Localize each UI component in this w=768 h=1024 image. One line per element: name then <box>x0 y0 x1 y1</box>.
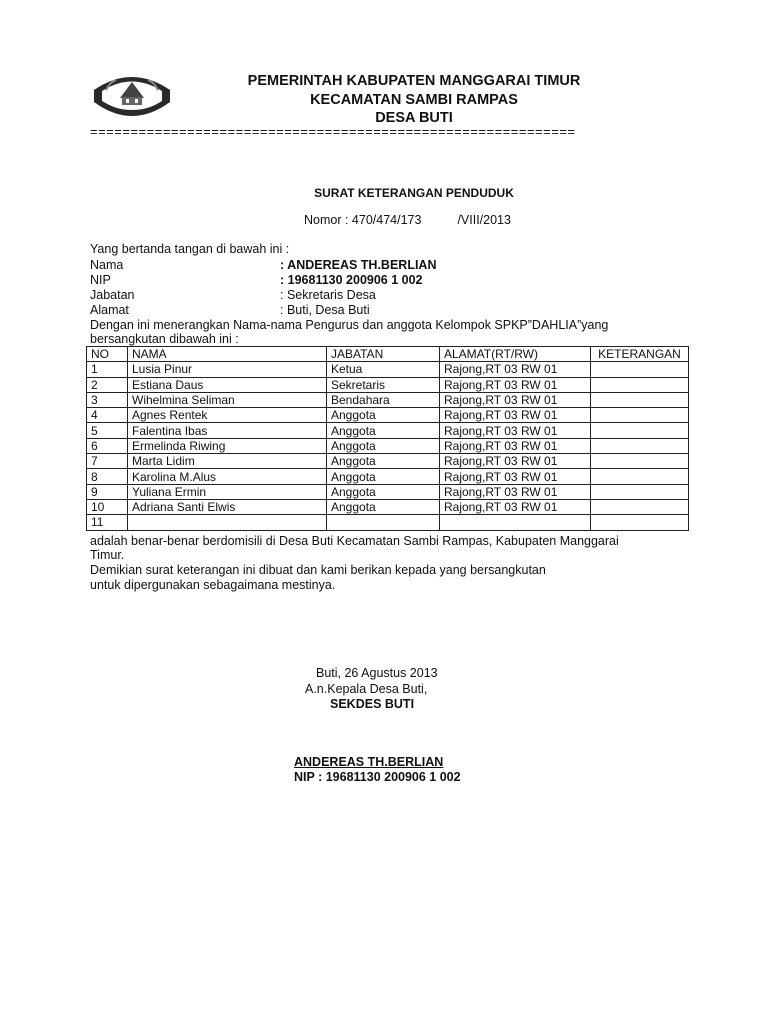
cell-nama: Agnes Rentek <box>128 408 327 423</box>
cell-keterangan <box>591 499 689 514</box>
cell-no: 11 <box>87 515 128 530</box>
table-row <box>87 454 689 469</box>
table-row <box>87 484 689 499</box>
closing-line-1: adalah benar-benar berdomisili di Desa Buti Kecamatan Sambi Rampas, Kabupaten Manggarai <box>90 534 619 548</box>
cell-jabatan: Anggota <box>327 484 440 499</box>
closing-line-4: untuk dipergunakan sebagaimana mestinya. <box>90 578 336 592</box>
cell-alamat <box>440 515 591 530</box>
cell-jabatan: Anggota <box>327 438 440 453</box>
letter-number-suffix: /VIII/2013 <box>457 213 511 227</box>
cell-jabatan: Bendahara <box>327 392 440 407</box>
cell-jabatan: Anggota <box>327 469 440 484</box>
members-table <box>86 346 689 531</box>
cell-nama: Yuliana Ermin <box>128 484 327 499</box>
cell-no: 1 <box>87 362 128 377</box>
cell-nama: Karolina M.Alus <box>128 469 327 484</box>
cell-no: 6 <box>87 438 128 453</box>
field-value-nama: : ANDEREAS TH.BERLIAN <box>280 258 437 272</box>
cell-nama: Estiana Daus <box>128 377 327 392</box>
cell-alamat: Rajong,RT 03 RW 01 <box>440 454 591 469</box>
cell-alamat: Rajong,RT 03 RW 01 <box>440 392 591 407</box>
cell-no: 10 <box>87 499 128 514</box>
cell-nama: Falentina Ibas <box>128 423 327 438</box>
closing-line-3: Demikian surat keterangan ini dibuat dan kami berikan kepada yang bersangkutan <box>90 563 546 577</box>
cell-no: 8 <box>87 469 128 484</box>
cell-alamat: Rajong,RT 03 RW 01 <box>440 423 591 438</box>
cell-no: 7 <box>87 454 128 469</box>
signature-place-date: Buti, 26 Agustus 2013 <box>316 666 438 680</box>
letter-number-main: Nomor : 470/474/173 <box>304 213 422 227</box>
cell-alamat: Rajong,RT 03 RW 01 <box>440 469 591 484</box>
col-header-alamat: ALAMAT(RT/RW) <box>440 347 591 362</box>
statement-line-1: Dengan ini menerangkan Nama-nama Pengurus dan anggota Kelompok SPKP”DAHLIA”yang <box>90 318 609 332</box>
cell-nama: Ermelinda Riwing <box>128 438 327 453</box>
table-row <box>87 438 689 453</box>
closing-line-2: Timur. <box>90 548 125 562</box>
col-header-keterangan: KETERANGAN <box>591 347 689 362</box>
col-header-no: NO <box>87 347 128 362</box>
cell-nama: Marta Lidim <box>128 454 327 469</box>
cell-jabatan: Anggota <box>327 423 440 438</box>
table-row <box>87 423 689 438</box>
letter-number <box>304 213 511 227</box>
header-village: DESA BUTI <box>375 110 453 126</box>
signature-on-behalf: A.n.Kepala Desa Buti, <box>305 682 428 696</box>
cell-keterangan <box>591 469 689 484</box>
field-value-alamat: : Buti, Desa Buti <box>280 303 370 317</box>
cell-no: 2 <box>87 377 128 392</box>
field-value-nip: : 19681130 200906 1 002 <box>280 273 423 287</box>
cell-alamat: Rajong,RT 03 RW 01 <box>440 438 591 453</box>
cell-jabatan: Anggota <box>327 499 440 514</box>
table-row <box>87 515 689 530</box>
header-divider: ============================================================ <box>90 124 576 139</box>
cell-keterangan <box>591 484 689 499</box>
cell-jabatan: Anggota <box>327 408 440 423</box>
cell-keterangan <box>591 423 689 438</box>
cell-keterangan <box>591 392 689 407</box>
header-government: PEMERINTAH KABUPATEN MANGGARAI TIMUR <box>247 73 581 89</box>
cell-no: 4 <box>87 408 128 423</box>
cell-keterangan <box>591 515 689 530</box>
col-header-nama: NAMA <box>128 347 327 362</box>
col-header-jabatan: JABATAN <box>327 347 440 362</box>
cell-alamat: Rajong,RT 03 RW 01 <box>440 484 591 499</box>
table-row <box>87 392 689 407</box>
signatory-name: ANDEREAS TH.BERLIAN <box>294 755 444 769</box>
cell-nama <box>128 515 327 530</box>
cell-alamat: Rajong,RT 03 RW 01 <box>440 499 591 514</box>
cell-nama: Lusia Pinur <box>128 362 327 377</box>
table-row <box>87 377 689 392</box>
cell-jabatan: Sekretaris <box>327 377 440 392</box>
cell-alamat: Rajong,RT 03 RW 01 <box>440 362 591 377</box>
signature-role: SEKDES BUTI <box>330 697 415 711</box>
cell-jabatan: Ketua <box>327 362 440 377</box>
cell-alamat: Rajong,RT 03 RW 01 <box>440 377 591 392</box>
field-label-alamat: Alamat <box>90 303 129 317</box>
statement-line-2: bersangkutan dibawah ini : <box>90 332 239 346</box>
field-value-jabatan: : Sekretaris Desa <box>280 288 376 302</box>
cell-keterangan <box>591 438 689 453</box>
field-label-nip: NIP <box>90 273 111 287</box>
cell-no: 5 <box>87 423 128 438</box>
cell-no: 9 <box>87 484 128 499</box>
cell-jabatan <box>327 515 440 530</box>
table-header-row <box>87 347 689 362</box>
cell-alamat: Rajong,RT 03 RW 01 <box>440 408 591 423</box>
cell-keterangan <box>591 377 689 392</box>
table-row <box>87 469 689 484</box>
cell-keterangan <box>591 362 689 377</box>
cell-nama: Adriana Santi Elwis <box>128 499 327 514</box>
signatory-nip: NIP : 19681130 200906 1 002 <box>294 770 461 784</box>
cell-keterangan <box>591 408 689 423</box>
field-label-nama: Nama <box>90 258 124 272</box>
table-row <box>87 408 689 423</box>
field-label-jabatan: Jabatan <box>90 288 135 302</box>
cell-jabatan: Anggota <box>327 454 440 469</box>
intro-text: Yang bertanda tangan di bawah ini : <box>90 242 290 256</box>
letter-title: SURAT KETERANGAN PENDUDUK <box>314 186 514 200</box>
cell-no: 3 <box>87 392 128 407</box>
cell-keterangan <box>591 454 689 469</box>
table-row <box>87 499 689 514</box>
table-row <box>87 362 689 377</box>
header-district: KECAMATAN SAMBI RAMPAS <box>310 92 518 108</box>
cell-nama: Wihelmina Seliman <box>128 392 327 407</box>
